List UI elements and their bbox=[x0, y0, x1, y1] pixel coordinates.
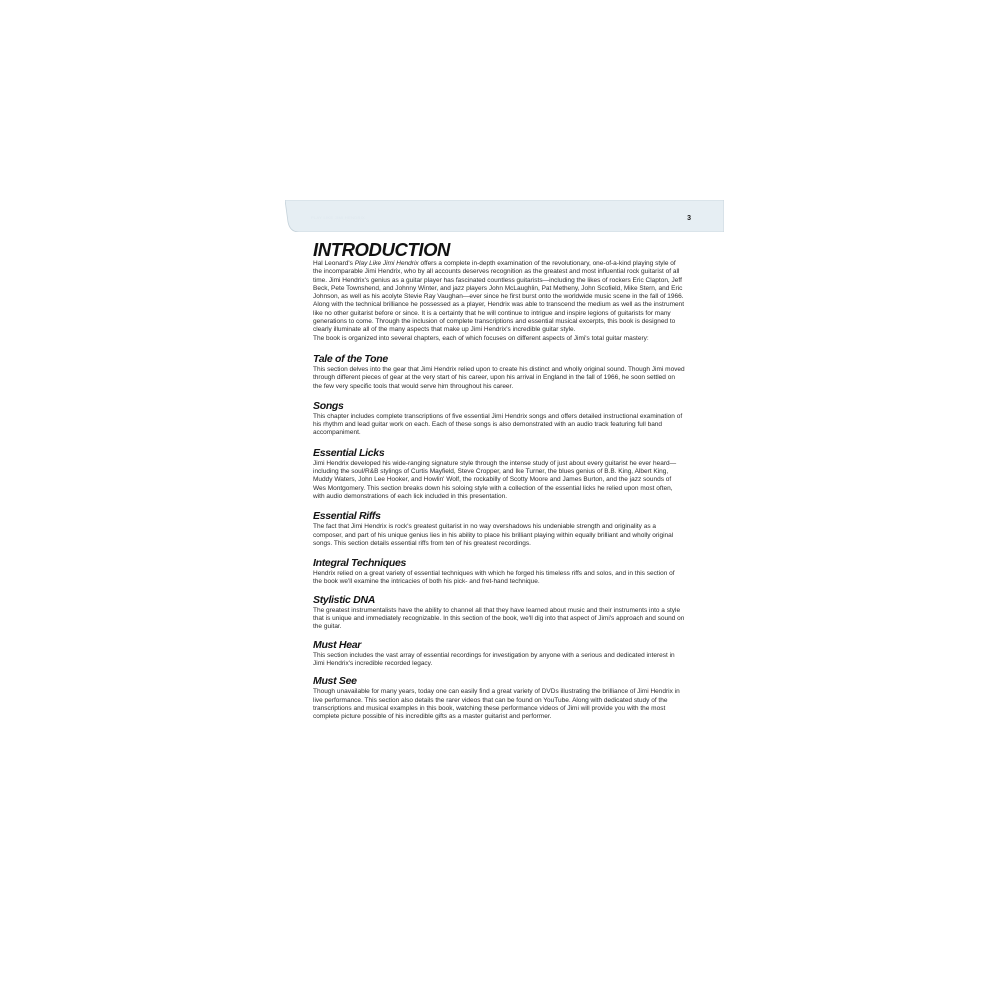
section-title: Stylistic DNA bbox=[313, 593, 376, 606]
section-title: Essential Licks bbox=[313, 446, 385, 459]
section-title: Essential Riffs bbox=[313, 510, 381, 523]
section-body: The fact that Jimi Hendrix is rock's greatest guitarist in no way overshadows his undeniable strength and originality as a composer, and part of his unique genius lies in his ability to place his brilliant playing within equally brilliant and wholly original songs. This section details essential riffs from ten of his greatest recordings. bbox=[313, 523, 674, 547]
section-songs bbox=[313, 400, 685, 438]
intro-lead: Hal Leonard's bbox=[313, 260, 355, 267]
section-title: Tale of the Tone bbox=[313, 352, 388, 365]
section-stylistic-dna bbox=[313, 594, 685, 632]
section-title: Must See bbox=[313, 675, 357, 688]
page-content bbox=[313, 240, 685, 721]
intro-paragraph bbox=[313, 260, 685, 335]
section-integral-techniques bbox=[313, 557, 685, 587]
section-must-see bbox=[313, 675, 685, 721]
section-essential-riffs bbox=[313, 510, 685, 548]
section-body: This chapter includes complete transcriptions of five essential Jimi Hendrix songs and offers detailed instructional examination of his rhythm and lead guitar work on each. Each of these songs is also demonstrated with an audio track featuring full band accompaniment. bbox=[313, 412, 683, 437]
section-must-hear bbox=[313, 639, 685, 669]
section-title: Songs bbox=[313, 399, 344, 412]
section-body: Jimi Hendrix developed his wide-ranging signature style through the intense study of just about every guitarist he ever heard—including the soul/R&B stylings of Curtis Mayfield, Steve Cropper, and Ike Turner, the blues genius of B.B. King, Albert King, Muddy Waters, John Lee Hooker, and Howlin' Wolf, the rockabilly of Scotty Moore and James Burton, and the jazz sounds of Wes Montgomery. This section breaks down his soloing style with a collection of the essential licks he relied upon most often, with audio demonstrations of each lick included in this presentation. bbox=[313, 459, 677, 500]
section-body: This section delves into the gear that Jimi Hendrix relied upon to create his distinct and wholly original sound. Though Jimi moved through different pieces of gear at the very start of his career, upon his arrival in England in the fall of 1966, he soon settled on the few very specific tools that would serve him throughout his career. bbox=[313, 365, 685, 390]
intro-rest: offers a complete in-depth examination of the revolutionary, one-of-a-kind playing style of the incomparable Jimi Hendrix, who by all accounts deserves recognition as the greatest and most influential rock guitarist of all time. Jimi Hendrix's genius as a guitar player has fascinated countless guitarists—including the likes of rockers Eric Clapton, Jeff Beck, Pete Townshend, and Johnny Winter, and jazz players John McLaughlin, Pat Metheny, John Scofield, Mike Stern, and Eric Johnson, as well as his acolyte Stevie Ray Vaughan—ever since he first burst onto the worldwide music scene in the fall of 1966. Along with the technical brilliance he possessed as a player, Hendrix was able to transcend the medium as well as the instrument like no other guitarist before or since. It is a certainty that he will continue to intrigue and inspire legions of guitarists for many generations to come. Through the inclusion of complete transcriptions and essential musical excerpts, this book is designed to clearly illuminate all of the many aspects that make up Jimi Hendrix's incredible guitar style. bbox=[313, 260, 685, 334]
section-title: Must Hear bbox=[313, 638, 362, 651]
book-title: Play Like Jimi Hendrix bbox=[354, 260, 419, 267]
page-title: INTRODUCTION bbox=[313, 239, 451, 260]
page-number: 3 bbox=[687, 215, 691, 222]
running-header-caption: PLAY LIKE JIMI HENDRIX bbox=[311, 215, 366, 220]
section-body: The greatest instrumentalists have the ability to channel all that they have learned about music and their instruments into a style that is unique and immediately recognizable. In this section of the book, we'll dig into that aspect of Jimi's approach and sound on the guitar. bbox=[313, 606, 685, 631]
section-body: Though unavailable for many years, today one can easily find a great variety of DVDs illustrating the brilliance of Jimi Hendrix in live performance. This section also details the rarer videos that can be found on YouTube. Along with dedicated study of the transcriptions and musical examples in this book, watching these performance videos of Jimi will provide you with the most complete picture possible of his incredible gifts as a master guitarist and performer. bbox=[313, 688, 680, 721]
running-header bbox=[285, 200, 724, 232]
section-body: Hendrix relied on a great variety of essential techniques with which he forged his timeless riffs and solos, and in this section of the book we'll examine the intricacies of both his pick- and fret-hand technique. bbox=[313, 570, 675, 586]
section-essential-licks bbox=[313, 447, 685, 501]
section-body: This section includes the vast array of essential recordings for investigation by anyone with a serious and dedicated interest in Jimi Hendrix's incredible recorded legacy. bbox=[313, 651, 675, 667]
section-title: Integral Techniques bbox=[313, 557, 407, 570]
section-tale-of-the-tone bbox=[313, 353, 685, 391]
chapters-overview: The book is organized into several chapters, each of which focuses on different aspects of Jimi's total guitar mastery: bbox=[313, 334, 649, 342]
